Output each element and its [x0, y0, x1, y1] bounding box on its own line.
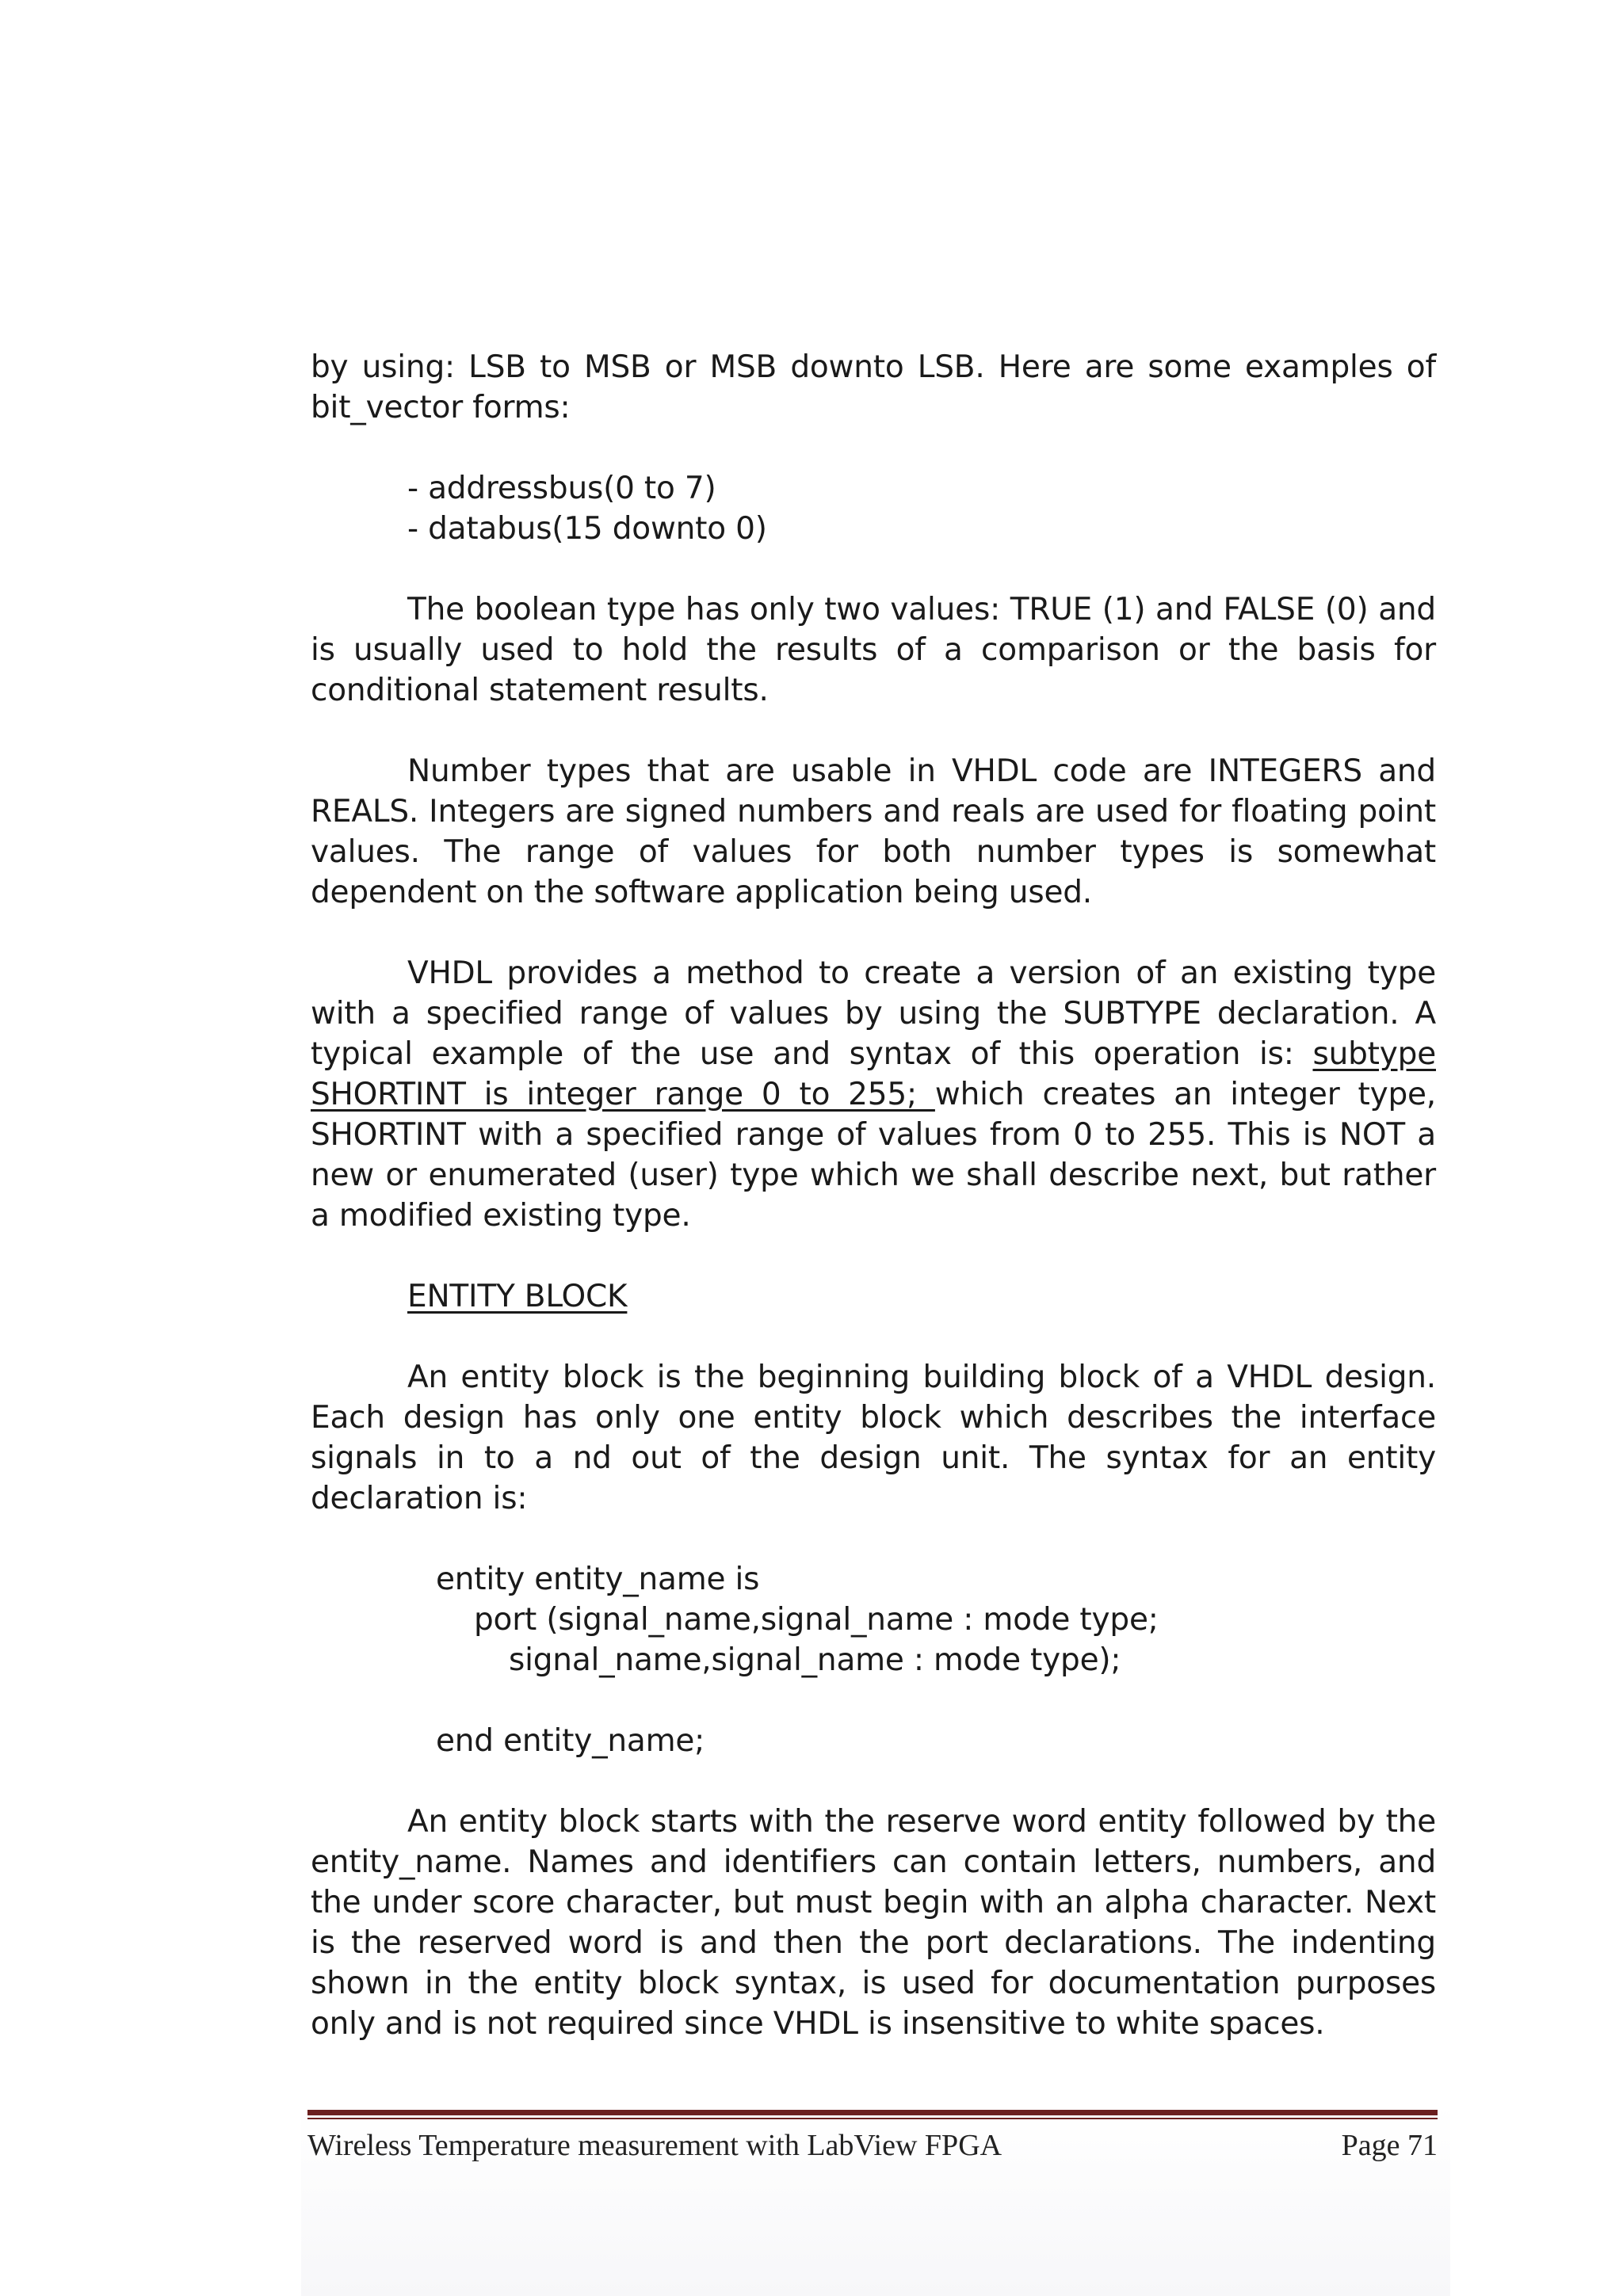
code-line: port (signal_name,signal_name : mode type; — [474, 1602, 1159, 1638]
page-footer — [307, 2128, 1438, 2163]
subtype-example: subtype SHORTINT is integer range 0 to 255; — [311, 1036, 1436, 1112]
code-line: entity entity_name is — [436, 1562, 760, 1597]
list-item: - addressbus(0 to 7) — [407, 471, 716, 506]
entity-explanation-paragraph: An entity block starts with the reserve word entity followed by the entity_name. Names and identifiers can contain letters, numbers, and the under score character, but must begin with an alpha character. Next is the reserved word is and then the port declarations. The indenting shown in the entity block syntax, is used for documentation purposes only and is not required since VHDL is insensitive to white spaces. — [311, 1804, 1436, 2042]
section-heading: ENTITY BLOCK — [407, 1279, 628, 1314]
entity-paragraph: An entity block is the beginning building block of a VHDL design. Each design has only one entity block which describes the interface signals in to a nd out of the design unit. The syntax for an entity declaration is: — [311, 1360, 1436, 1516]
bit-vector-examples — [311, 468, 1436, 549]
page-number: Page 71 — [1341, 2129, 1438, 2162]
number-types-paragraph: Number types that are usable in VHDL code are INTEGERS and REALS. Integers are signed numbers and reals are used for floating point values. The range of values for both number types is somewhat dependent on the software application being used. — [311, 753, 1436, 910]
code-line: signal_name,signal_name : mode type); — [509, 1642, 1121, 1678]
boolean-paragraph: The boolean type has only two values: TRUE (1) and FALSE (0) and is usually used to hold the results of a comparison or the basis for conditional statement results. — [311, 592, 1436, 708]
subtype-text-b: which creates an integer type, SHORTINT with a specified range of values from 0 to 255. This is NOT a new or enumerated (user) type which we shall describe next, but rather a modified existing type. — [311, 1077, 1436, 1234]
footer-title: Wireless Temperature measurement with LabView FPGA — [307, 2129, 1002, 2162]
subtype-text-a: VHDL provides a method to create a version of an existing type with a specified range of values by using the SUBTYPE declaration. A typical example of the use and syntax of this operation is: — [311, 955, 1436, 1072]
document-body — [311, 347, 1436, 2044]
intro-paragraph: by using: LSB to MSB or MSB downto LSB. Here are some examples of bit_vector forms: — [311, 349, 1436, 425]
code-line: end entity_name; — [436, 1723, 705, 1759]
subtype-paragraph — [311, 953, 1436, 1236]
list-item: - databus(15 downto 0) — [407, 511, 767, 547]
footer-rule — [307, 2110, 1438, 2119]
code-gap — [436, 1680, 1436, 1721]
entity-syntax — [436, 1559, 1436, 1761]
